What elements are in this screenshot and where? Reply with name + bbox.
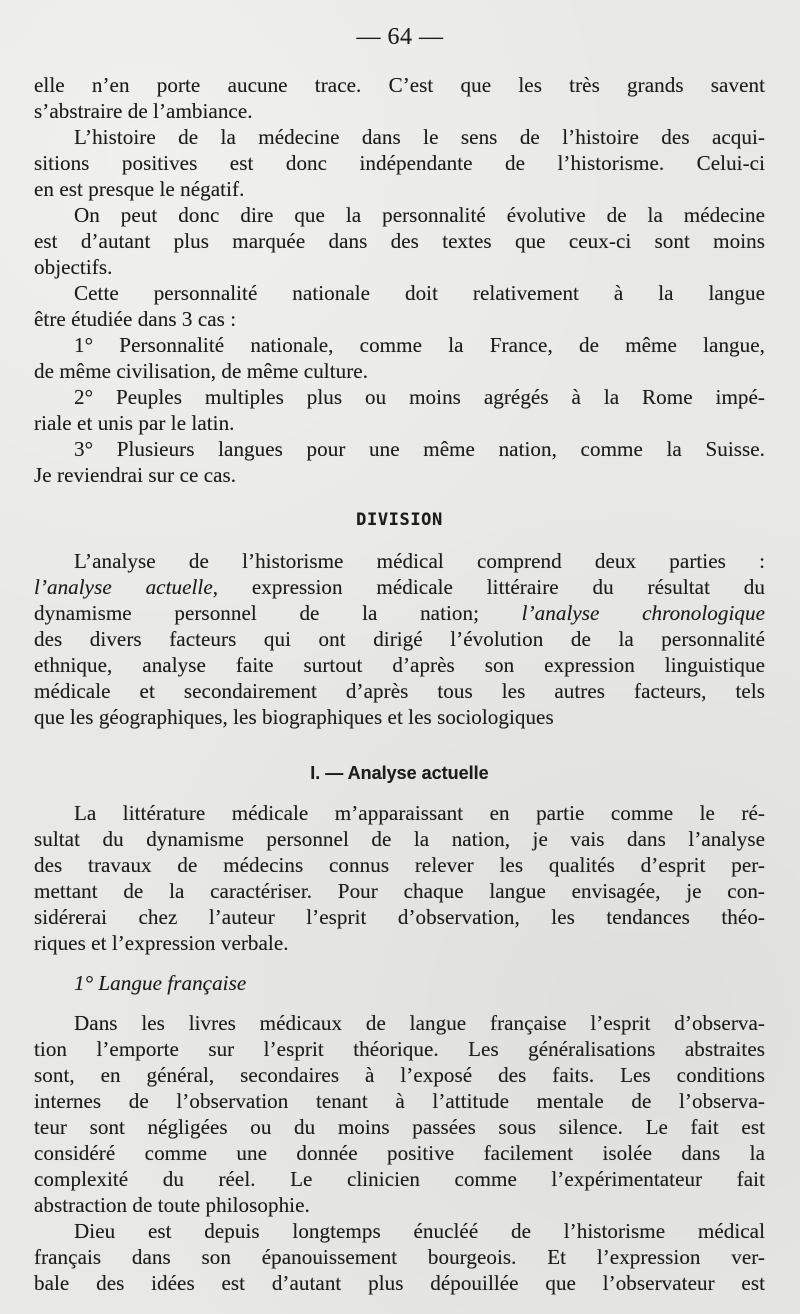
- section-paragraph: [34, 800, 765, 956]
- text-line: riques et l’expression verbale.: [34, 931, 289, 955]
- text-line: complexité du réel. Le clinicien comme l’expérimentateur fait: [34, 1167, 765, 1191]
- text-line: 1° Personnalité nationale, comme la France, de même langue,: [74, 333, 765, 357]
- text-line: [34, 574, 765, 600]
- intro-paragraphs: [34, 72, 765, 488]
- section-heading: I. — Analyse actuelle: [310, 763, 489, 783]
- page-number: — 64 —: [356, 24, 444, 50]
- text-line: sitions positives est donc indépendante de l’historisme. Celui-ci: [34, 151, 765, 175]
- text-line: est d’autant plus marquée dans des textes que ceux-ci sont moins: [34, 229, 765, 253]
- text-line: [34, 600, 765, 626]
- text-line: abstraction de toute philosophie.: [34, 1193, 310, 1217]
- text-line: On peut donc dire que la personnalité évolutive de la médecine: [74, 203, 765, 227]
- text-line: médicale et secondairement d’après tous les autres facteurs, tels: [34, 679, 765, 703]
- text-line: que les géographiques, les biographiques et les sociologiques: [34, 705, 554, 729]
- text-line: de même civilisation, de même culture.: [34, 359, 369, 383]
- italic-term-analyse-actuelle: l’analyse actuelle,: [34, 575, 219, 599]
- text-line: sultat du dynamisme personnel de la nation, je vais dans l’analyse: [34, 827, 765, 851]
- subsection-title: 1° Langue française: [74, 971, 247, 995]
- text-line: des divers facteurs qui ont dirigé l’évolution de la personnalité: [34, 627, 765, 651]
- text-line: teur sont négligées ou du moins passées sous silence. Le fait est: [34, 1115, 765, 1139]
- text-segment: dynamisme personnel de la nation;: [34, 601, 522, 625]
- text-line: riale et unis par le latin.: [34, 411, 235, 435]
- text-line: Dans les livres médicaux de langue française l’esprit d’observa-: [74, 1011, 765, 1035]
- text-line: tion l’emporte sur l’esprit théorique. Les généralisations abstraites: [34, 1037, 765, 1061]
- text-line: L’histoire de la médecine dans le sens de l’histoire des acqui-: [74, 125, 765, 149]
- text-line: 3° Plusieurs langues pour une même nation, comme la Suisse.: [74, 437, 765, 461]
- text-line: être étudiée dans 3 cas :: [34, 307, 237, 331]
- text-line: Je reviendrai sur ce cas.: [34, 463, 237, 487]
- division-heading: DIVISION: [356, 510, 443, 530]
- text-line: ethnique, analyse faite surtout d’après son expression linguistique: [34, 653, 765, 677]
- text-line: sont, en général, secondaires à l’exposé des faits. Les conditions: [34, 1063, 765, 1087]
- final-paragraphs: [34, 1010, 765, 1296]
- text-line: L’analyse de l’historisme médical comprend deux parties :: [74, 549, 765, 573]
- text-line: internes de l’observation tenant à l’attitude mentale de l’observa-: [34, 1089, 765, 1113]
- text-line: Cette personnalité nationale doit relativement à la langue: [74, 281, 765, 305]
- text-line: considéré comme une donnée positive facilement isolée dans la: [34, 1141, 765, 1165]
- text-line: objectifs.: [34, 255, 113, 279]
- text-line: s’abstraire de l’ambiance.: [34, 99, 253, 123]
- italic-term-analyse-chronologique: l’analyse chronologique: [521, 601, 765, 625]
- text-line: sidérerai chez l’auteur l’esprit d’observation, les tendances théo-: [34, 905, 765, 929]
- text-line: bale des idées est d’autant plus dépouillée que l’observateur est: [34, 1271, 765, 1295]
- text-segment: expression médicale littéraire du résultat du: [218, 575, 765, 599]
- text-line: français dans son épanouissement bourgeois. Et l’expression ver-: [34, 1245, 765, 1269]
- text-line: 2° Peuples multiples plus ou moins agrégés à la Rome impé-: [74, 385, 765, 409]
- text-line: La littérature médicale m’apparaissant en partie comme le ré-: [74, 801, 765, 825]
- text-line: en est presque le négatif.: [34, 177, 245, 201]
- subsection-heading: [34, 970, 765, 996]
- text-line: elle n’en porte aucune trace. C’est que les très grands savent: [34, 73, 765, 97]
- text-line: Dieu est depuis longtemps énucléé de l’historisme médical: [74, 1219, 765, 1243]
- text-line: mettant de la caractériser. Pour chaque langue envisagée, je con-: [34, 879, 765, 903]
- division-paragraph: [34, 548, 765, 730]
- text-line: des travaux de médecins connus relever les qualités d’esprit per-: [34, 853, 765, 877]
